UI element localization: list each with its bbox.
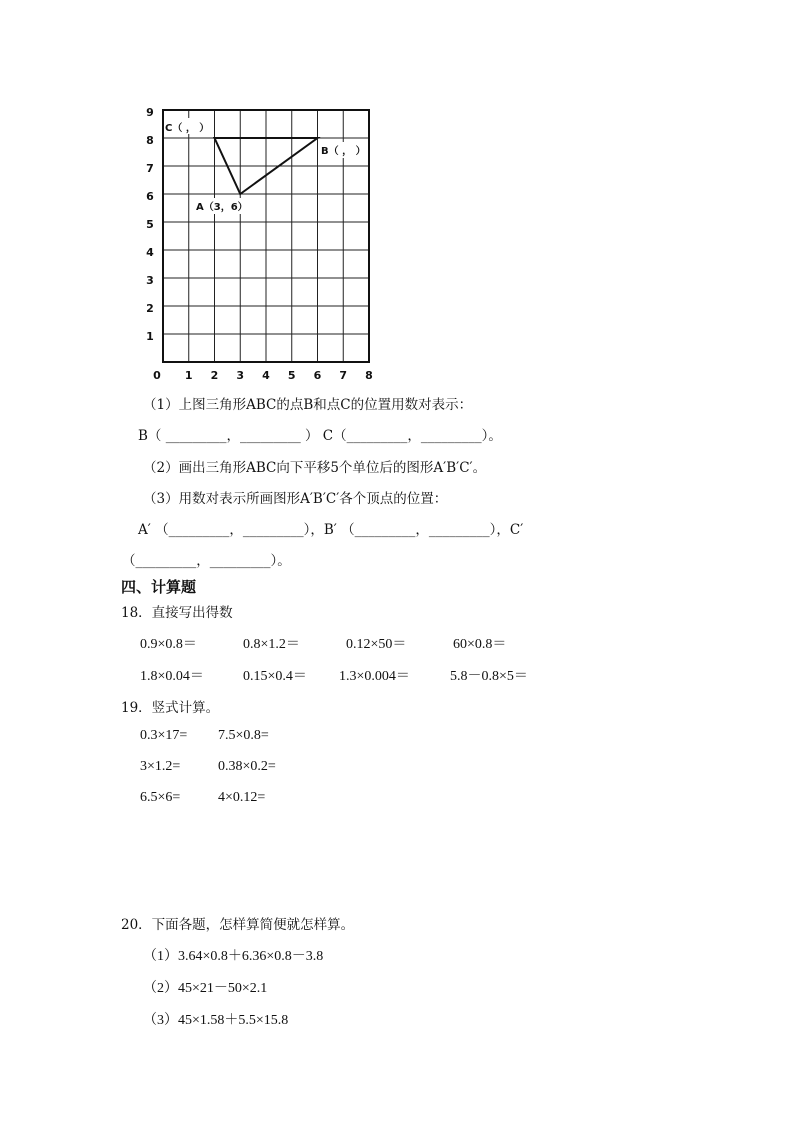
y-tick-label: 7 xyxy=(146,162,154,175)
y-tick-label: 9 xyxy=(146,106,154,119)
q18-item: 1.8×0.04＝ xyxy=(140,669,204,684)
y-tick-label: 6 xyxy=(146,190,154,203)
x-tick-label: 5 xyxy=(287,369,296,382)
q17-part1-blanks: B（ _________，_________ ） C（_________，_________）。 xyxy=(138,428,502,444)
q18-item: 1.3×0.004＝ xyxy=(339,669,410,684)
q19-item: 0.3×17= xyxy=(140,728,188,743)
x-tick-label: 2 xyxy=(210,369,219,382)
x-tick-label: 6 xyxy=(313,369,322,382)
y-tick-label: 4 xyxy=(146,246,154,259)
q19-item: 6.5×6= xyxy=(140,790,181,805)
point-label-b: B（ ， ） xyxy=(321,146,366,157)
y-tick-label: 8 xyxy=(146,134,154,147)
x-tick-label: 4 xyxy=(262,369,270,382)
q19-item: 4×0.12= xyxy=(218,790,266,805)
q19-item: 7.5×0.8= xyxy=(218,728,269,743)
q18-item: 0.8×1.2＝ xyxy=(243,637,300,652)
point-label-c: C（ ， ） xyxy=(165,123,210,134)
section-title: 四、计算题 xyxy=(121,578,197,596)
q17-part3-line1: A′ （_________，_________），B′ （_________，_________），C′ xyxy=(138,522,524,538)
q20-item: （2）45×21－50×2.1 xyxy=(143,981,268,996)
q17-part1: （1）上图三角形ABC的点B和点C的位置用数对表示： xyxy=(143,397,473,413)
q19-title: 19．竖式计算。 xyxy=(121,700,220,716)
y-tick-label: 5 xyxy=(146,218,154,231)
q18-item: 5.8－0.8×5＝ xyxy=(450,669,528,684)
q18-item: 0.15×0.4＝ xyxy=(243,669,307,684)
q19-item: 0.38×0.2= xyxy=(218,759,276,774)
point-label-a: A（3，6） xyxy=(196,202,248,213)
q17-part3: （3）用数对表示所画图形A′B′C′各个顶点的位置： xyxy=(143,491,448,507)
y-tick-label: 1 xyxy=(146,330,154,343)
q17-part3-line2: （_________，_________）。 xyxy=(122,553,291,569)
q18-title: 18．直接写出得数 xyxy=(121,605,233,621)
coordinate-grid-figure xyxy=(0,0,794,400)
q18-item: 0.12×50＝ xyxy=(346,637,407,652)
q19-item: 3×1.2= xyxy=(140,759,181,774)
q20-item: （3）45×1.58＋5.5×15.8 xyxy=(143,1013,289,1028)
q20-item: （1）3.64×0.8＋6.36×0.8－3.8 xyxy=(143,949,324,964)
x-tick-label: 8 xyxy=(365,369,373,382)
q17-part2: （2）画出三角形ABC向下平移5个单位后的图形A′B′C′。 xyxy=(143,460,487,476)
x-tick-label: 1 xyxy=(184,369,193,382)
q18-item: 60×0.8＝ xyxy=(453,637,507,652)
q20-title: 20．下面各题，怎样算简便就怎样算。 xyxy=(121,917,355,933)
x-tick-label: 0 xyxy=(153,369,161,382)
x-tick-label: 3 xyxy=(236,369,245,382)
y-tick-label: 3 xyxy=(146,274,154,287)
x-tick-label: 7 xyxy=(339,369,348,382)
q18-item: 0.9×0.8＝ xyxy=(140,637,197,652)
y-tick-label: 2 xyxy=(146,302,154,315)
